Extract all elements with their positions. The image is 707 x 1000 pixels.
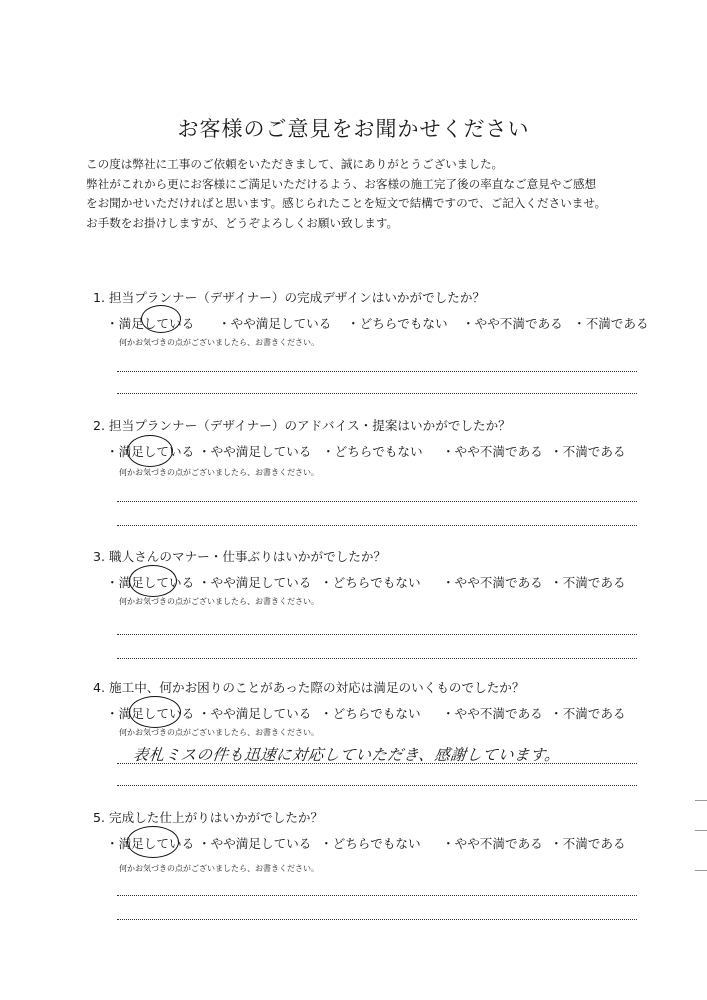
question-text: 3. 職人さんのマナー・仕事ぶりはいかがでしたか？ <box>93 549 387 564</box>
option-satisfied[interactable]: ・満足している <box>106 836 195 851</box>
option-somewhat-dissatisfied[interactable]: ・やや不満である <box>442 444 543 459</box>
selection-circle <box>129 696 181 728</box>
selection-circle <box>127 435 173 467</box>
question-text: 5. 完成した仕上がりはいかがでしたか？ <box>93 810 324 825</box>
scan-edge-mark <box>695 800 707 801</box>
option-somewhat-dissatisfied[interactable]: ・やや不満である <box>442 706 543 721</box>
comment-prompt: 何かお気づきの点がございましたら、お書きください。 <box>119 338 319 347</box>
scan-edge-mark <box>695 870 707 871</box>
option-somewhat-dissatisfied[interactable]: ・やや不満である <box>462 316 563 331</box>
comment-prompt: 何かお気づきの点がございましたら、お書きください。 <box>119 728 319 737</box>
selection-circle <box>127 826 179 858</box>
comment-line[interactable] <box>117 634 637 635</box>
option-dissatisfied[interactable]: ・不満である <box>550 575 626 590</box>
intro-paragraph <box>86 155 606 233</box>
comment-prompt: 何かお気づきの点がございましたら、お書きください。 <box>119 864 319 873</box>
comment-line[interactable] <box>117 658 637 659</box>
option-neutral[interactable]: ・どちらでもない <box>322 444 423 459</box>
question-text: 4. 施工中、何かお困りのことがあった際の対応は満足のいくものでしたか？ <box>93 680 525 695</box>
option-satisfied[interactable]: ・満足している <box>106 706 195 721</box>
selection-circle <box>141 305 181 333</box>
option-satisfied[interactable]: ・満足している <box>106 575 195 590</box>
question-text: 2. 担当プランナー（デザイナー）のアドバイス・提案はいかがでしたか？ <box>93 418 511 433</box>
question-5 <box>93 807 653 873</box>
comment-line[interactable] <box>117 501 637 502</box>
option-dissatisfied[interactable]: ・不満である <box>550 444 626 459</box>
option-neutral[interactable]: ・どちらでもない <box>320 575 421 590</box>
option-somewhat-satisfied[interactable]: ・やや満足している <box>218 316 332 331</box>
question-1 <box>93 287 653 347</box>
comment-prompt: 何かお気づきの点がございましたら、お書きください。 <box>119 597 319 606</box>
option-somewhat-dissatisfied[interactable]: ・やや不満である <box>442 575 543 590</box>
option-satisfied[interactable]: ・満足している <box>106 444 195 459</box>
intro-line: お手数をお掛けしますが、どうぞよろしくお願い致します。 <box>86 215 399 230</box>
option-somewhat-dissatisfied[interactable]: ・やや不満である <box>442 836 543 851</box>
comment-prompt: 何かお気づきの点がございましたら、お書きください。 <box>119 468 319 477</box>
option-somewhat-satisfied[interactable]: ・やや満足している <box>198 706 312 721</box>
intro-line: 弊社がこれから更にお客様にご満足いただけるよう、お客様の施工完了後の率直なご意見やご感想 <box>86 176 597 191</box>
comment-line[interactable] <box>117 525 637 526</box>
comment-line[interactable] <box>117 919 637 920</box>
selection-circle <box>129 565 177 597</box>
option-neutral[interactable]: ・どちらでもない <box>320 836 421 851</box>
option-neutral[interactable]: ・どちらでもない <box>320 706 421 721</box>
intro-line: をお聞かせいただければと思います。感じられたことを短文で結構ですので、ご記入くださいませ。 <box>86 196 607 211</box>
option-dissatisfied[interactable]: ・不満である <box>550 836 626 851</box>
comment-line[interactable] <box>117 393 637 394</box>
question-text: 1. 担当プランナー（デザイナー）の完成デザインはいかがでしたか？ <box>93 290 486 305</box>
question-3 <box>93 546 653 606</box>
comment-line[interactable] <box>117 763 637 764</box>
handwritten-comment: 表札ミスの件も迅速に対応していただき、感謝しています。 <box>131 746 562 764</box>
page-title: お客様のご意見をお聞かせください <box>177 117 530 141</box>
option-somewhat-satisfied[interactable]: ・やや満足している <box>198 836 312 851</box>
option-somewhat-satisfied[interactable]: ・やや満足している <box>198 575 312 590</box>
comment-line[interactable] <box>117 371 637 372</box>
option-dissatisfied[interactable]: ・不満である <box>550 706 626 721</box>
comment-line[interactable] <box>117 895 637 896</box>
option-satisfied[interactable]: ・満足している <box>106 316 195 331</box>
intro-line: この度は弊社に工事のご依頼をいただきまして、誠にありがとうございました。 <box>86 157 504 171</box>
comment-line[interactable] <box>117 785 637 786</box>
question-4 <box>93 677 653 764</box>
option-neutral[interactable]: ・どちらでもない <box>347 316 448 331</box>
question-2 <box>93 415 653 477</box>
option-dissatisfied[interactable]: ・不満である <box>573 316 649 331</box>
scan-edge-mark <box>695 830 707 831</box>
option-somewhat-satisfied[interactable]: ・やや満足している <box>198 444 312 459</box>
